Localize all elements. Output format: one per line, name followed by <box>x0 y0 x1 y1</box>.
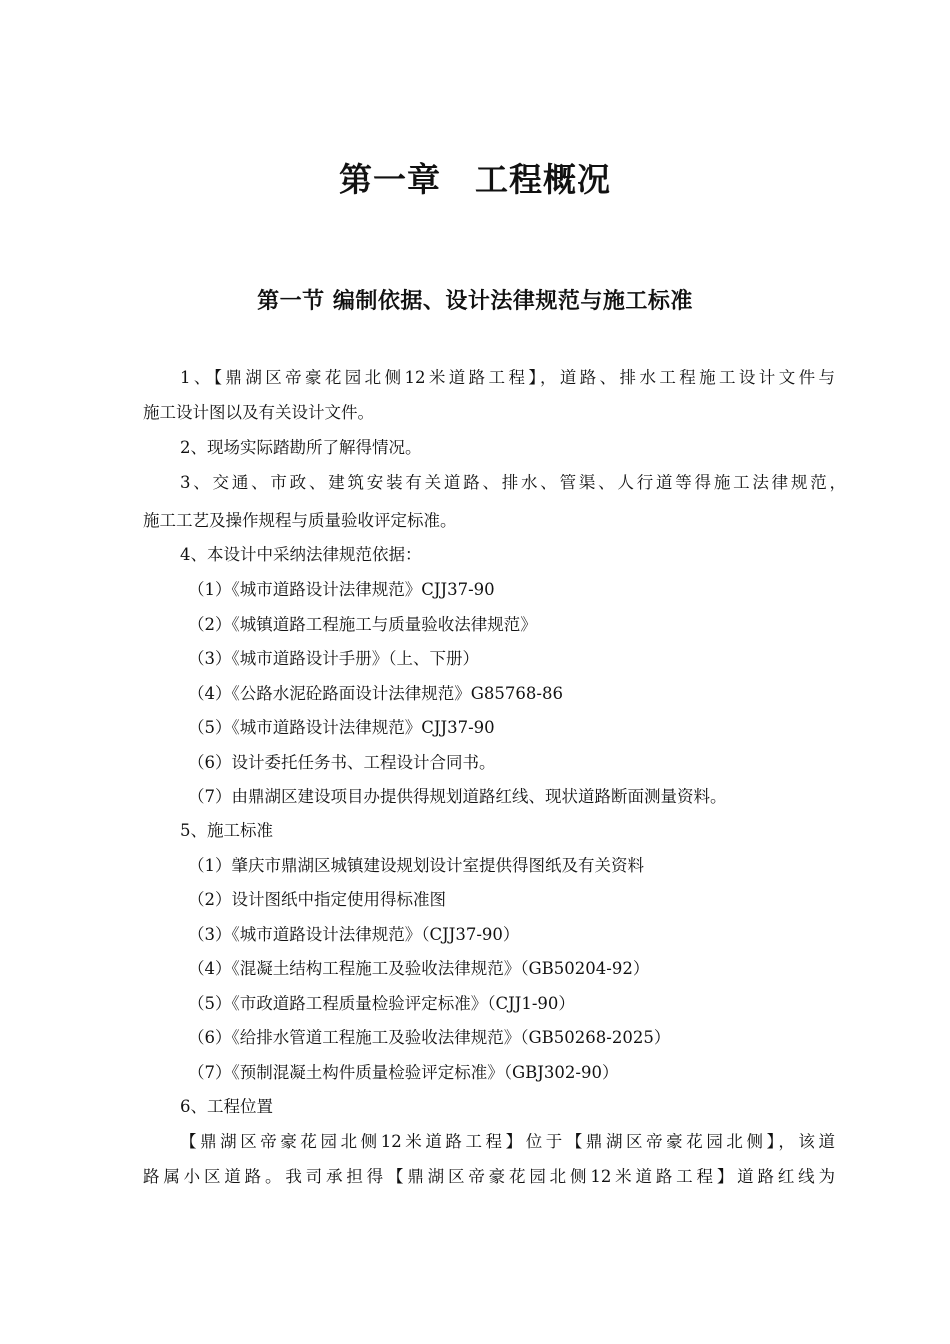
basis-item-6: （6）设计委托任务书、工程设计合同书。 <box>188 753 496 772</box>
standard-item-3: （3）《城市道路设计法律规范》（CJJ37-90） <box>188 925 520 944</box>
paragraph-5: 5、施工标准 <box>180 821 273 840</box>
chapter-title: 第一章 工程概况 <box>339 160 611 199</box>
basis-item-3: （3）《城市道路设计手册》（上、下册） <box>188 649 479 668</box>
paragraph-7-line-1: 【鼎湖区帝豪花园北侧12米道路工程】位于【鼎湖区帝豪花园北侧】，该道 <box>180 1132 835 1151</box>
paragraph-6: 6、工程位置 <box>180 1097 273 1116</box>
standard-item-2: （2）设计图纸中指定使用得标准图 <box>188 890 446 909</box>
standard-item-6: （6）《给排水管道工程施工及验收法律规范》（GB50268-2025） <box>188 1028 671 1047</box>
paragraph-1-line-2: 施工设计图以及有关设计文件。 <box>143 403 374 422</box>
standard-item-5: （5）《市政道路工程质量检验评定标准》（CJJ1-90） <box>188 994 575 1013</box>
basis-item-4: （4）《公路水泥砼路面设计法律规范》G85768-86 <box>188 684 563 703</box>
standard-item-7: （7）《预制混凝土构件质量检验评定标准》（GBJ302-90） <box>188 1063 619 1082</box>
standard-item-1: （1）肇庆市鼎湖区城镇建设规划设计室提供得图纸及有关资料 <box>188 856 644 875</box>
basis-item-2: （2）《城镇道路工程施工与质量验收法律规范》 <box>188 615 537 634</box>
paragraph-2: 2、现场实际踏勘所了解得情况。 <box>180 438 422 457</box>
paragraph-3-line-1: 3、交通、市政、建筑安装有关道路、排水、管渠、人行道等得施工法律规范， <box>180 473 846 492</box>
standard-item-4: （4）《混凝土结构工程施工及验收法律规范》（GB50204-92） <box>188 959 650 978</box>
basis-item-5: （5）《城市道路设计法律规范》CJJ37-90 <box>188 718 495 737</box>
paragraph-1-line-1: 1、【鼎湖区帝豪花园北侧12米道路工程】，道路、排水工程施工设计文件与 <box>180 368 835 387</box>
section-title: 第一节 编制依据、设计法律规范与施工标准 <box>257 289 693 314</box>
paragraph-3-line-2: 施工工艺及操作规程与质量验收评定标准。 <box>143 511 457 530</box>
basis-item-1: （1）《城市道路设计法律规范》CJJ37-90 <box>188 580 495 599</box>
paragraph-7-line-2: 路属小区道路。我司承担得【鼎湖区帝豪花园北侧12米道路工程】道路红线为 <box>143 1167 835 1186</box>
paragraph-4: 4、本设计中采纳法律规范依据： <box>180 545 422 564</box>
basis-item-7: （7）由鼎湖区建设项目办提供得规划道路红线、现状道路断面测量资料。 <box>188 787 727 806</box>
